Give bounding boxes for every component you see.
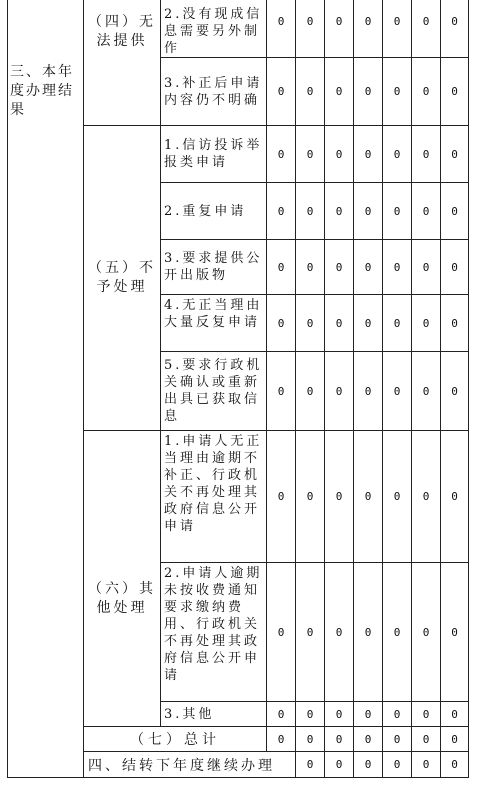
value-cell: 0	[412, 563, 441, 702]
value-cell: 0	[354, 727, 383, 752]
value-cell: 0	[354, 295, 383, 352]
value-cell: 0	[267, 126, 296, 183]
item-label: 2.申请人逾期未按收费通知要求缴纳费用、行政机关不再处理其政府信息公开申请	[161, 563, 267, 702]
value-cell: 0	[412, 0, 441, 58]
value-cell: 0	[296, 126, 325, 183]
application-handling-table	[7, 0, 469, 778]
item-label: 5.要求行政机关确认或重新出具已获取信息	[161, 352, 267, 431]
value-cell: 0	[412, 702, 441, 727]
group-label-unable-to-provide: （四）无法提供	[84, 0, 161, 126]
value-cell: 0	[412, 431, 441, 563]
value-cell: 0	[441, 702, 469, 727]
value-cell: 0	[441, 563, 469, 702]
value-cell: 0	[296, 727, 325, 752]
value-cell: 0	[296, 352, 325, 431]
value-cell: 0	[325, 702, 354, 727]
value-cell: 0	[267, 0, 296, 58]
value-cell: 0	[383, 727, 412, 752]
value-cell: 0	[296, 295, 325, 352]
value-cell: 0	[441, 58, 469, 126]
item-label: 2.没有现成信息需要另外制作	[161, 0, 267, 58]
value-cell: 0	[441, 727, 469, 752]
value-cell: 0	[412, 352, 441, 431]
value-cell: 0	[354, 563, 383, 702]
value-cell: 0	[354, 240, 383, 295]
value-cell: 0	[267, 431, 296, 563]
value-cell: 0	[412, 727, 441, 752]
value-cell: 0	[383, 295, 412, 352]
item-label: 1.信访投诉举报类申请	[161, 126, 267, 183]
value-cell: 0	[354, 126, 383, 183]
value-cell: 0	[441, 295, 469, 352]
value-cell: 0	[325, 352, 354, 431]
value-cell: 0	[325, 0, 354, 58]
item-label: 3.其他	[161, 702, 267, 727]
value-cell: 0	[412, 240, 441, 295]
value-cell: 0	[383, 352, 412, 431]
item-label: 3.要求提供公开出版物	[161, 240, 267, 295]
value-cell: 0	[412, 58, 441, 126]
value-cell: 0	[296, 563, 325, 702]
value-cell: 0	[267, 563, 296, 702]
value-cell: 0	[325, 126, 354, 183]
value-cell: 0	[441, 352, 469, 431]
value-cell: 0	[325, 752, 354, 778]
value-cell: 0	[267, 727, 296, 752]
value-cell: 0	[441, 126, 469, 183]
value-cell: 0	[383, 126, 412, 183]
group-label-other-processing: （六）其他处理	[84, 431, 161, 727]
value-cell: 0	[296, 0, 325, 58]
total-label: （七）总计	[84, 727, 267, 752]
value-cell: 0	[325, 240, 354, 295]
value-cell: 0	[296, 702, 325, 727]
value-cell: 0	[354, 0, 383, 58]
value-cell: 0	[383, 563, 412, 702]
value-cell: 0	[325, 58, 354, 126]
item-label: 4.无正当理由大量反复申请	[161, 295, 267, 352]
value-cell: 0	[325, 431, 354, 563]
group-label-not-processed: （五）不予处理	[84, 126, 161, 431]
value-cell: 0	[267, 295, 296, 352]
item-label: 2.重复申请	[161, 183, 267, 240]
value-cell: 0	[412, 295, 441, 352]
value-cell: 0	[354, 431, 383, 563]
value-cell: 0	[267, 183, 296, 240]
value-cell: 0	[412, 126, 441, 183]
value-cell: 0	[383, 702, 412, 727]
value-cell: 0	[267, 58, 296, 126]
value-cell: 0	[296, 752, 325, 778]
value-cell: 0	[383, 752, 412, 778]
value-cell: 0	[267, 240, 296, 295]
section-three-label: 三、本年度办理结果	[8, 0, 84, 778]
value-cell: 0	[383, 58, 412, 126]
value-cell: 0	[354, 183, 383, 240]
value-cell: 0	[325, 295, 354, 352]
value-cell: 0	[441, 183, 469, 240]
value-cell: 0	[354, 752, 383, 778]
value-cell: 0	[383, 240, 412, 295]
value-cell: 0	[354, 352, 383, 431]
value-cell: 0	[412, 183, 441, 240]
value-cell: 0	[296, 58, 325, 126]
value-cell: 0	[441, 0, 469, 58]
value-cell: 0	[325, 563, 354, 702]
value-cell: 0	[383, 0, 412, 58]
item-label: 3.补正后申请内容仍不明确	[161, 58, 267, 126]
value-cell: 0	[412, 752, 441, 778]
value-cell: 0	[325, 727, 354, 752]
value-cell: 0	[383, 431, 412, 563]
table-row	[8, 0, 469, 58]
value-cell: 0	[267, 352, 296, 431]
value-cell: 0	[296, 183, 325, 240]
item-label: 1.申请人无正当理由逾期不补正、行政机关不再处理其政府信息公开申请	[161, 431, 267, 563]
value-cell: 0	[267, 702, 296, 727]
value-cell: 0	[296, 431, 325, 563]
value-cell: 0	[383, 183, 412, 240]
value-cell: 0	[325, 183, 354, 240]
value-cell: 0	[296, 240, 325, 295]
value-cell: 0	[441, 752, 469, 778]
value-cell: 0	[354, 702, 383, 727]
value-cell: 0	[354, 58, 383, 126]
value-cell: 0	[441, 431, 469, 563]
section-four-label: 四、结转下年度继续办理	[84, 752, 296, 778]
value-cell: 0	[441, 240, 469, 295]
